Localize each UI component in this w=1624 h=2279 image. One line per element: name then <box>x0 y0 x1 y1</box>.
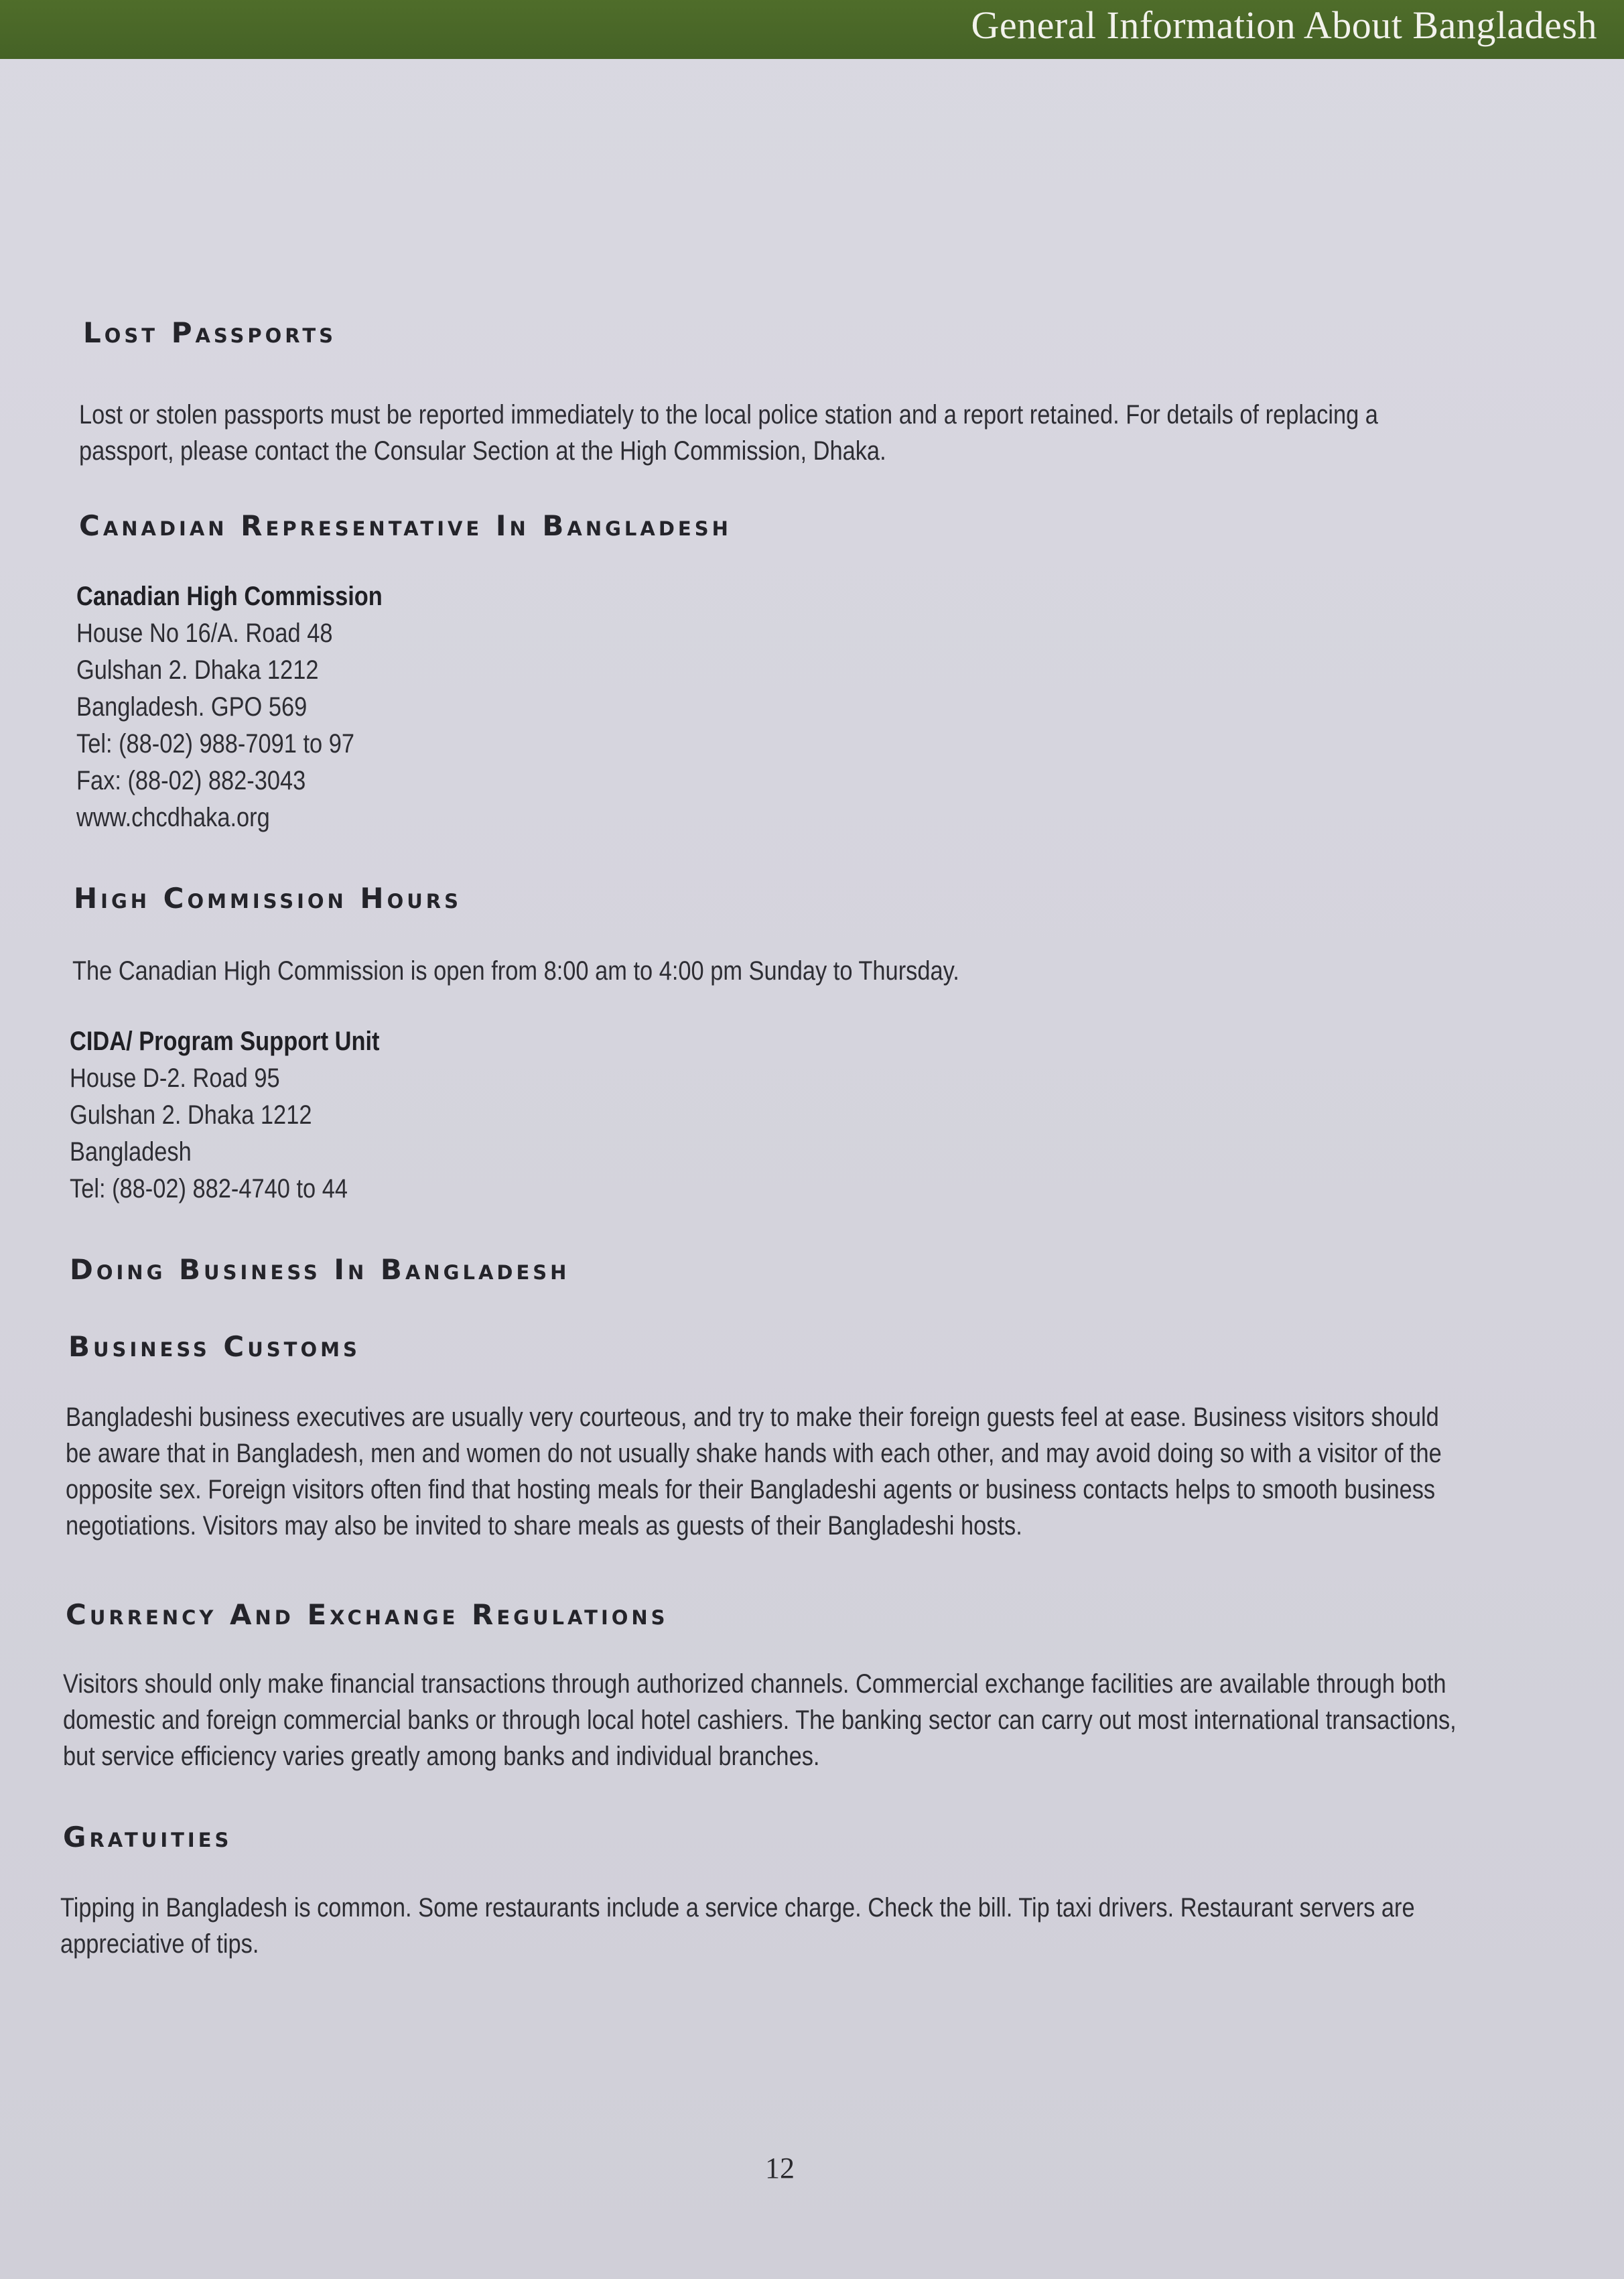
address-block-cida <box>70 1023 379 1208</box>
heading-high-commission-hours: High Commission Hours <box>74 882 462 915</box>
address-line: House No 16/A. Road 48 <box>76 618 333 648</box>
fax-line: Fax: (88-02) 882-3043 <box>76 766 306 795</box>
heading-canadian-representative: Canadian Representative In Bangladesh <box>79 509 732 542</box>
address-line: Bangladesh. GPO 569 <box>76 692 308 722</box>
heading-business-customs: Business Customs <box>68 1330 360 1363</box>
paragraph-hours: The Canadian High Commission is open from 8:00 am to 4:00 pm Sunday to Thursday. <box>72 956 959 986</box>
address-line: Gulshan 2. Dhaka 1212 <box>76 655 319 685</box>
heading-gratuities: Gratuities <box>63 1821 232 1853</box>
paragraph-business-customs: Bangladeshi business executives are usually very courteous, and try to make their foreign guests feel at ease. Business visitors should be aware that in Bangladesh, men and women do not usually shake hands with each other, and may avoid doing so with a visitor of the opposite sex. Foreign visitors often find that hosting meals for their Bangladeshi agents or business contacts helps to smooth business negotiations. Visitors may also be invited to share meals as guests of their Bangladeshi hosts. <box>66 1403 1442 1541</box>
address-line: House D-2. Road 95 <box>70 1063 280 1093</box>
phone-line: Tel: (88-02) 988-7091 to 97 <box>76 729 354 759</box>
address-block-high-commission <box>76 578 383 836</box>
heading-doing-business: Doing Business In Bangladesh <box>70 1253 570 1286</box>
address-line: Bangladesh <box>70 1137 192 1167</box>
heading-currency-exchange: Currency And Exchange Regulations <box>66 1598 669 1631</box>
website-line: www.chcdhaka.org <box>76 803 270 832</box>
heading-lost-passports: Lost Passports <box>83 316 337 349</box>
page-number: 12 <box>765 2152 795 2185</box>
paragraph-lost-passports: Lost or stolen passports must be reported immediately to the local police station and a report retained. For details of replacing a passport, please contact the Consular Section at the High Commission, Dhaka. <box>79 400 1378 466</box>
paragraph-gratuities: Tipping in Bangladesh is common. Some restaurants include a service charge. Check the bill. Tip taxi drivers. Restaurant servers are appreciative of tips. <box>60 1893 1415 1959</box>
address-line: Gulshan 2. Dhaka 1212 <box>70 1100 312 1130</box>
org-name-cida: CIDA/ Program Support Unit <box>70 1027 380 1056</box>
org-name-high-commission: Canadian High Commission <box>76 582 383 611</box>
header-bar <box>0 0 1624 59</box>
phone-line: Tel: (88-02) 882-4740 to 44 <box>70 1174 348 1203</box>
header-title: General Information About Bangladesh <box>971 3 1597 47</box>
paragraph-currency: Visitors should only make financial transactions through authorized channels. Commercial exchange facilities are available through both domestic and foreign commercial banks or through local hotel cashiers. The banking sector can carry out most international transactions, but service efficiency varies greatly among banks and individual branches. <box>63 1669 1457 1771</box>
